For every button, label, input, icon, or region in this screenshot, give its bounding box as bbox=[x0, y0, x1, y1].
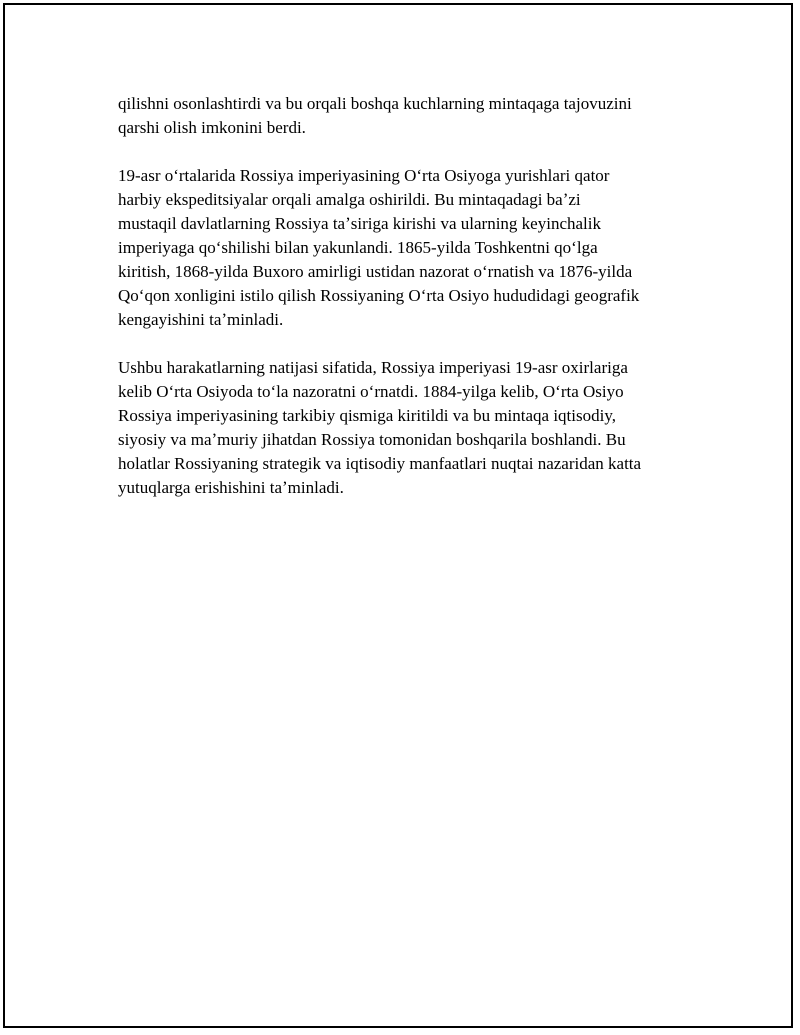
document-body bbox=[118, 92, 708, 524]
paragraph-1: qilishni osonlashtirdi va bu orqali boshqa kuchlarning mintaqaga tajovuzini qarshi olish imkonini berdi. bbox=[118, 94, 632, 137]
paragraph-2: 19-asr oʻrtalarida Rossiya imperiyasining Oʻrta Osiyoga yurishlari qator harbiy ekspeditsiyalar orqali amalga oshirildi. Bu mintaqadagi baʼzi mustaqil davlatlarning Rossiya taʼsiriga kirishi va ularning keyinchalik imperiyaga qoʻshilishi bilan yakunlandi. 1865-yilda Toshkentni qoʻlga kiritish, 1868-yilda Buxoro amirligi ustidan nazorat oʻrnatish va 1876-yilda Qoʻqon xonligini istilo qilish Rossiyaning Oʻrta Osiyo hududidagi geografik kengayishini taʼminladi. bbox=[118, 166, 640, 329]
paragraph-3: Ushbu harakatlarning natijasi sifatida, Rossiya imperiyasi 19-asr oxirlariga kelib Oʻrta Osiyoda toʻla nazoratni oʻrnatdi. 1884-yilga kelib, Oʻrta Osiyo Rossiya imperiyasining tarkibiy qismiga kiritildi va bu mintaqa iqtisodiy, siyosiy va maʼmuriy jihatdan Rossiya tomonidan boshqarila boshlandi. Bu holatlar Rossiyaning strategik va iqtisodiy manfaatlari nuqtai nazaridan katta yutuqlarga erishishini taʼminladi. bbox=[118, 358, 642, 497]
